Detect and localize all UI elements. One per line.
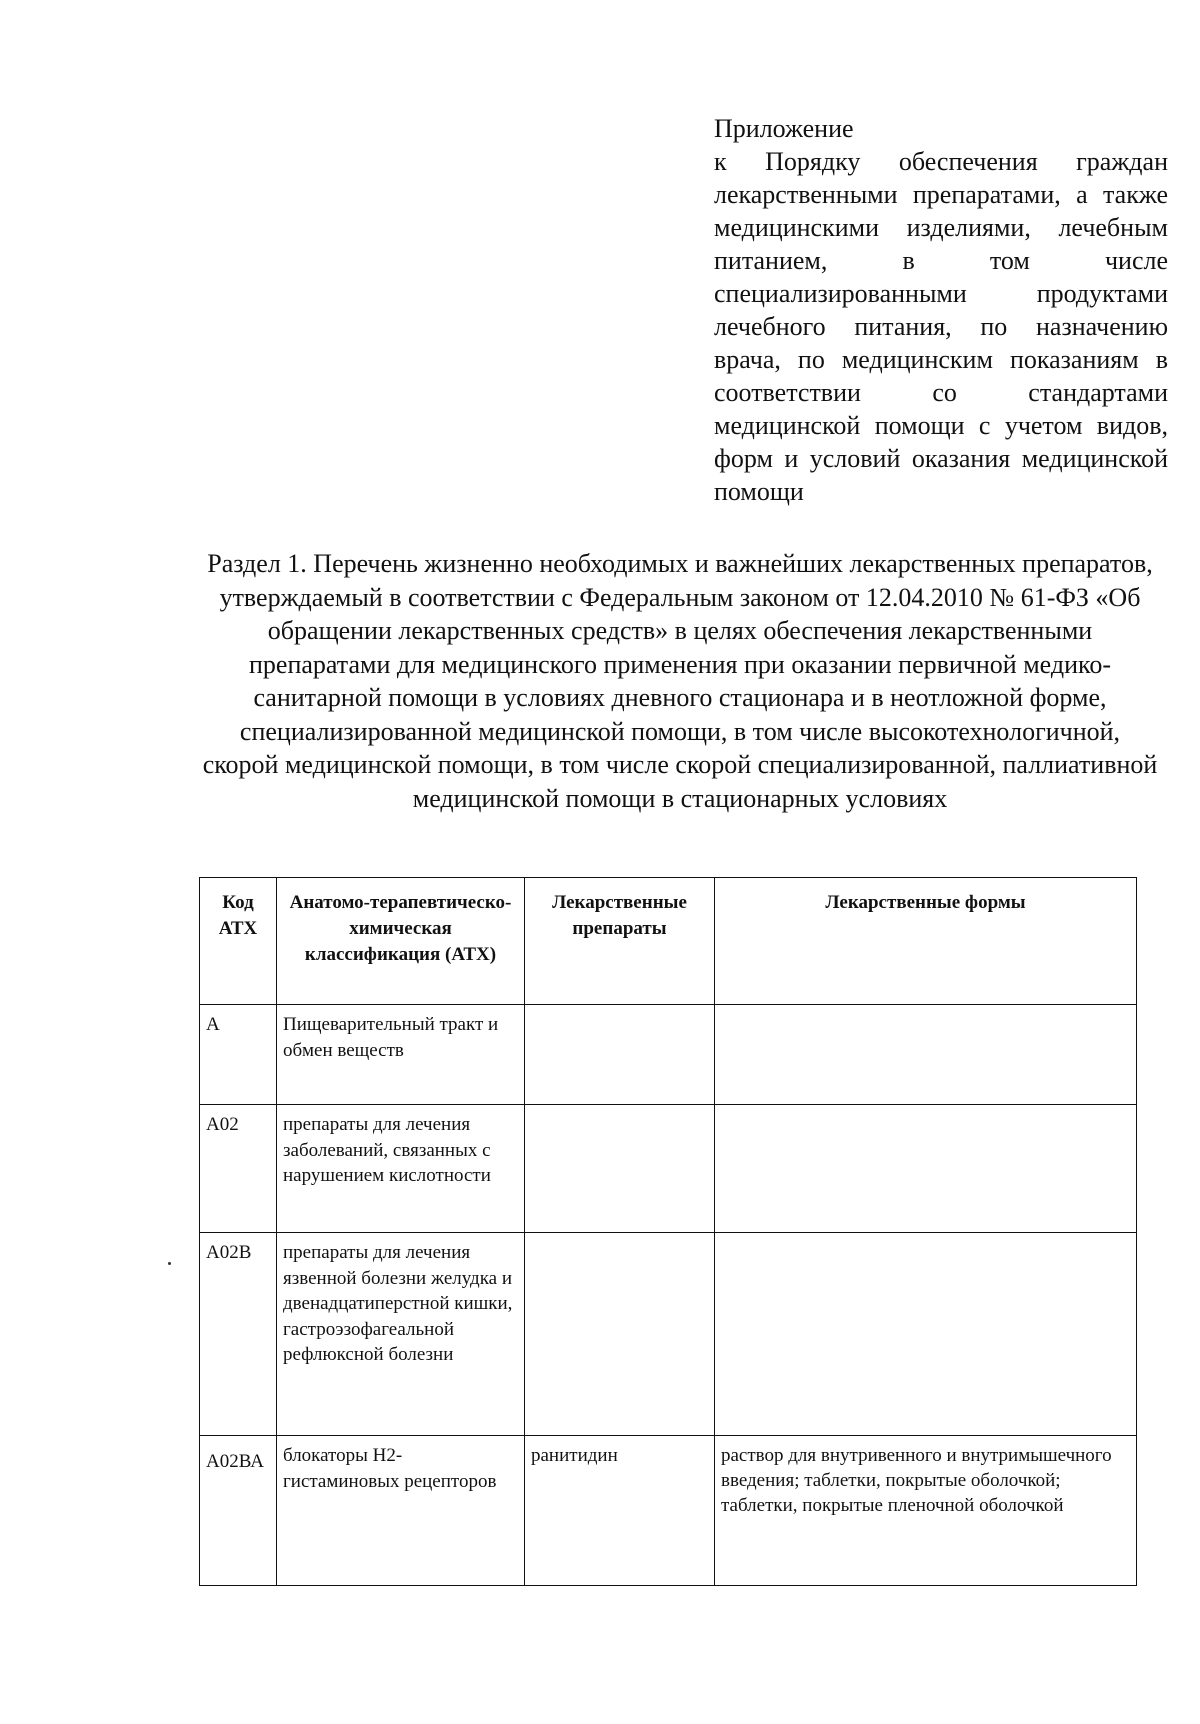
header-code: Код АТХ <box>200 878 277 1005</box>
cell-forms <box>715 1005 1137 1105</box>
table-header-row <box>200 878 1137 1005</box>
section-title: Раздел 1. Перечень жизненно необходимых и важнейших лекарственных препаратов, утверждаемый в соответствии с Федеральным законом от 12.04.2010 № 61-ФЗ «Об обращении лекарственных средств» в целях обеспечения лекарственными препаратами для медицинского применения при оказании первичной медико-санитарной помощи в условиях дневного стационара и в неотложной форме, специализированной медицинской помощи, в том числе высокотехнологичной, скорой медицинской помощи, в том числе скорой специализированной, паллиативной медицинской помощи в стационарных условиях <box>202 549 1158 813</box>
cell-classification: Пищеварительный тракт и обмен веществ <box>277 1005 525 1105</box>
header-classification: Анатомо-терапевтическо-химическая классификация (АТХ) <box>277 878 525 1005</box>
scan-speck <box>168 1262 171 1265</box>
cell-code: А02В <box>200 1233 277 1436</box>
cell-classification: препараты для лечения язвенной болезни желудка и двенадцатиперстной кишки, гастроэзофагеальной рефлюксной болезни <box>277 1233 525 1436</box>
cell-drugs <box>525 1105 715 1233</box>
table-row <box>200 1436 1137 1586</box>
table-row <box>200 1105 1137 1233</box>
cell-drugs <box>525 1233 715 1436</box>
cell-classification: препараты для лечения заболеваний, связанных с нарушением кислотности <box>277 1105 525 1233</box>
appendix-title: Приложение <box>714 114 854 143</box>
table-row <box>200 1005 1137 1105</box>
cell-forms: раствор для внутривенного и внутримышечного введения; таблетки, покрытые оболочкой; таблетки, покрытые пленочной оболочкой <box>715 1436 1137 1586</box>
cell-code: А02ВА <box>200 1436 277 1586</box>
cell-forms <box>715 1105 1137 1233</box>
cell-drugs <box>525 1005 715 1105</box>
cell-forms <box>715 1233 1137 1436</box>
appendix-body: к Порядку обеспечения граждан лекарственными препаратами, а также медицинскими изделиями, лечебным питанием, в том числе специализированными продуктами лечебного питания, по назначению врача, по медицинским показаниям в соответствии со стандартами медицинской помощи с учетом видов, форм и условий оказания медицинской помощи <box>714 147 1168 506</box>
appendix-block <box>714 112 1168 508</box>
header-forms: Лекарственные формы <box>715 878 1137 1005</box>
cell-code: А02 <box>200 1105 277 1233</box>
cell-drugs: ранитидин <box>525 1436 715 1586</box>
cell-classification: блокаторы Н2-гистаминовых рецепторов <box>277 1436 525 1586</box>
atc-table <box>199 877 1137 1586</box>
cell-code: А <box>200 1005 277 1105</box>
header-drugs: Лекарственные препараты <box>525 878 715 1005</box>
table-row <box>200 1233 1137 1436</box>
